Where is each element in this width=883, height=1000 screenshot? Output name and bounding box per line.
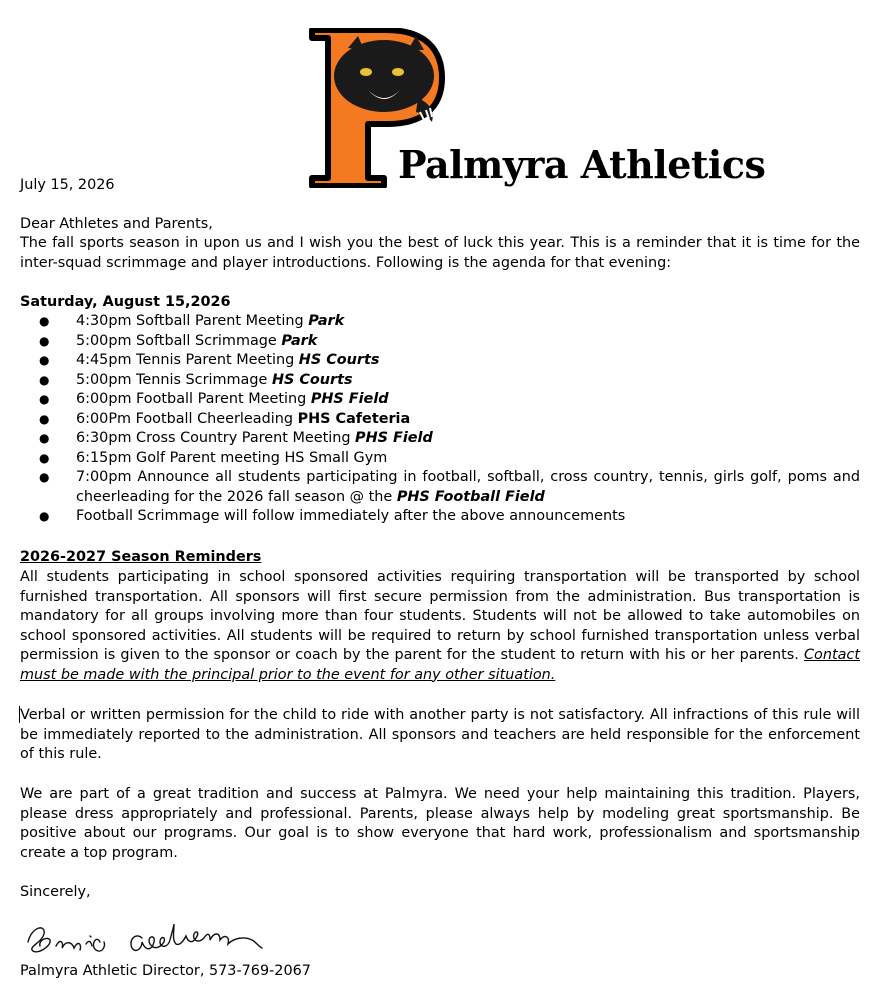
bullet-icon: ● (39, 353, 50, 367)
bullet-icon: ● (39, 392, 50, 406)
agenda-item: ● 6:00pm Football Parent Meeting PHS Field (20, 390, 860, 410)
signature-block: Palmyra Athletic Director, 573-769-2067 (20, 963, 311, 979)
letter-date: July 15, 2026 (20, 177, 115, 193)
permission-paragraph: Verbal or written permission for the child to ride with another party is not satisfactory. All infractions of this rule will be immediately reported to the administration. All sponsors and teachers are held responsible for the enforcement of this rule. (20, 707, 860, 762)
bullet-icon: ● (39, 470, 50, 484)
bullet-icon: ● (39, 450, 50, 465)
agenda-item: ● 5:00pm Tennis Scrimmage HS Courts (20, 371, 860, 391)
agenda-item: ● 5:00pm Softball Scrimmage Park (20, 332, 860, 352)
agenda-item: ● 4:45pm Tennis Parent Meeting HS Courts (20, 351, 860, 371)
org-name: Palmyra Athletics (398, 142, 766, 187)
agenda-item: ● 7:00pm Announce all students participating in football, softball, cross country, tennis, girls golf, poms and cheerleading for the 2026 fall season @ the PHS Football Field (39, 469, 860, 505)
agenda-item: ● 4:30pm Softball Parent Meeting Park (20, 312, 860, 332)
bullet-icon: ● (39, 411, 50, 426)
agenda-item: ● 6:30pm Cross Country Parent Meeting PHS Field (20, 429, 860, 449)
reminders-emphasis: Contact must be made with the principal prior to the event for any other situation. (20, 647, 860, 683)
reminders-paragraph: All students participating in school sponsored activities requiring transportation will be transported by school furnished transportation. All sponsors will first secure permission from the administration. Bus transportation is mandatory for all groups involving more than four students. Students will not be allowed to take automobiles on school sponsored activities. All students will be required to return by school furnished transportation unless verbal permission is given to the sponsor or coach by the parent for the student to return with his or her parents. Contact must be made with the principal prior to the event for any other situation. (20, 569, 860, 683)
intro-paragraph: The fall sports season in upon us and I wish you the best of luck this year. This is a reminder that it is time for the inter-squad scrimmage and player introductions. Following is the agenda for that evening: (20, 235, 860, 271)
tradition-paragraph: We are part of a great tradition and success at Palmyra. We need your help maintaining this tradition. Players, please dress appropriately and professional. Parents, please always help by modeling great sportsmanship. Be positive about our programs. Our goal is to show everyone that hard work, professionalism and sportsmanship create a top program. (20, 786, 860, 861)
agenda-list (20, 312, 860, 527)
agenda-day-heading: Saturday, August 15,2026 (20, 294, 231, 310)
bullet-icon: ● (39, 333, 50, 348)
bullet-icon: ● (39, 372, 50, 387)
reminders-heading: 2026-2027 Season Reminders (20, 549, 262, 565)
closing: Sincerely, (20, 884, 91, 900)
bullet-icon: ● (39, 314, 50, 328)
signature (24, 920, 294, 960)
signature-icon (24, 920, 294, 960)
agenda-item: ● Football Scrimmage will follow immediately after the above announcements (20, 507, 860, 527)
bullet-icon: ● (39, 509, 50, 523)
agenda-item: ● 6:00Pm Football Cheerleading PHS Cafeteria (20, 410, 860, 430)
bullet-icon: ● (39, 431, 50, 445)
agenda-item: ● 6:15pm Golf Parent meeting HS Small Gym (20, 449, 860, 469)
greeting: Dear Athletes and Parents, (20, 216, 213, 232)
